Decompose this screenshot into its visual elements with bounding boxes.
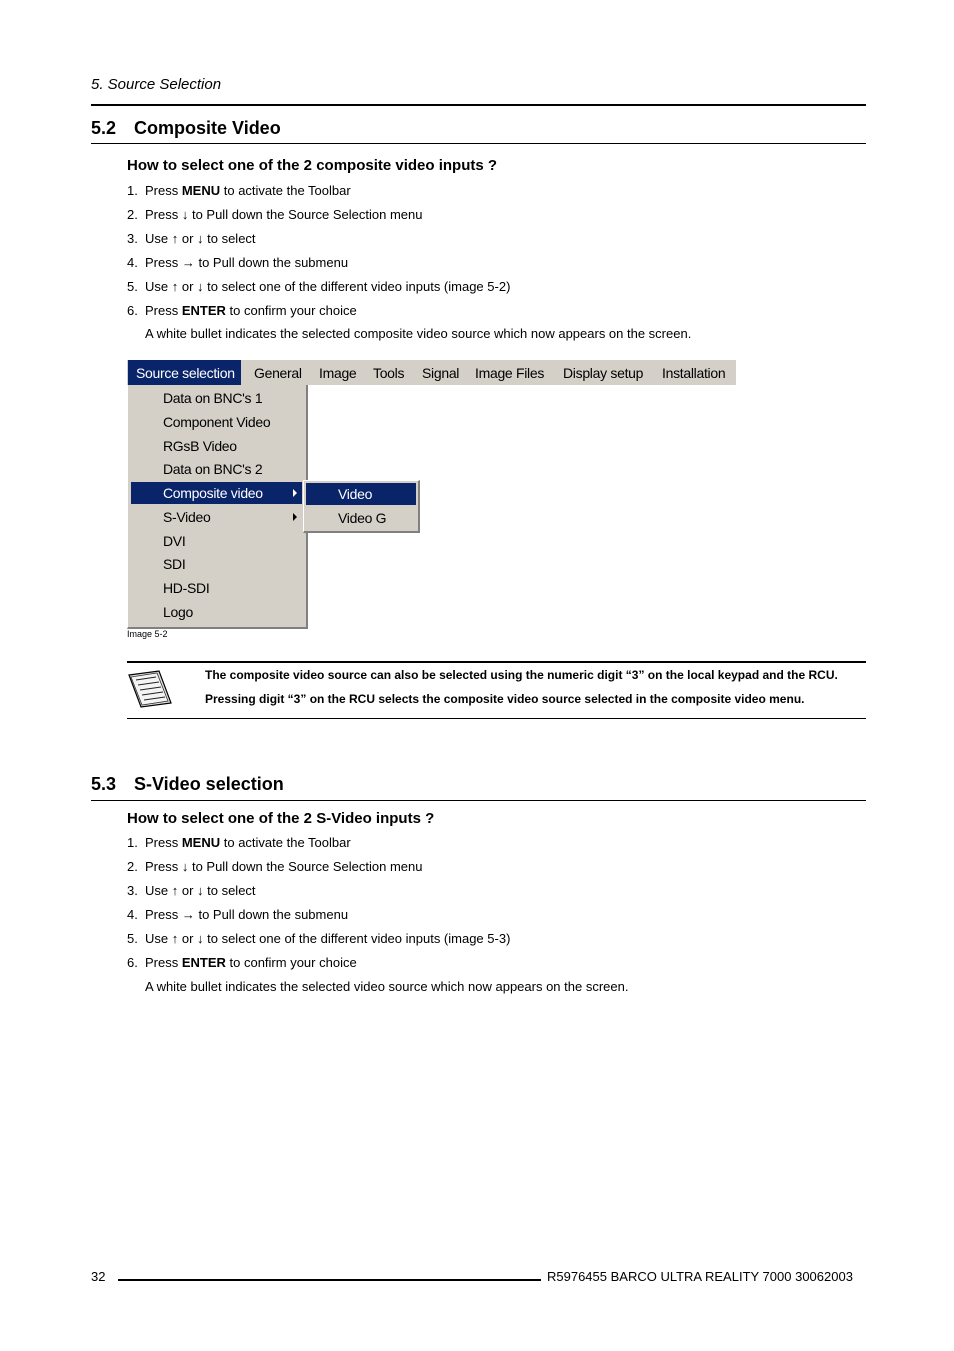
submenu-item-video[interactable]: Video: [306, 483, 416, 505]
section-rule: [91, 143, 866, 144]
menu-source-selection[interactable]: Source selection: [128, 360, 241, 385]
dropdown-item[interactable]: Component Video: [163, 414, 271, 430]
subheading-s-video: How to select one of the 2 S-Video inputs ?: [127, 810, 435, 827]
step-item: 1. Press MENU to activate the Toolbar: [127, 183, 351, 198]
step-item: 2. Press ↓ to Pull down the Source Selection menu: [127, 859, 423, 874]
step-item: 6. Press ENTER to confirm your choice: [127, 303, 357, 318]
note-line-1: The composite video source can also be selected using the numeric digit “3” on the local keypad and the RCU.: [205, 668, 838, 682]
dropdown-item[interactable]: Data on BNC's 1: [163, 390, 263, 406]
section-heading-5-2: [91, 118, 281, 139]
menu-tools[interactable]: Tools: [373, 365, 405, 381]
section-title: S-Video selection: [134, 774, 284, 794]
step-item: 4. Press → to Pull down the submenu: [127, 255, 349, 270]
menu-signal[interactable]: Signal: [422, 365, 460, 381]
menu-bar: [127, 360, 736, 385]
submenu-arrow-icon: [293, 489, 297, 497]
note-top-rule: [127, 661, 866, 663]
step-item: 2. Press ↓ to Pull down the Source Selection menu: [127, 207, 423, 222]
step-item: 4. Press → to Pull down the submenu: [127, 907, 349, 922]
steps-list-s-video: [127, 834, 510, 978]
result-paragraph: A white bullet indicates the selected video source which now appears on the screen.: [145, 979, 629, 994]
step-item: 3. Use ↑ or ↓ to select: [127, 883, 256, 898]
dropdown-item[interactable]: SDI: [163, 556, 186, 572]
footer-rule: [118, 1279, 541, 1281]
step-item: 5. Use ↑ or ↓ to select one of the different video inputs (image 5-3): [127, 931, 511, 946]
section-number: 5.2: [91, 118, 117, 138]
menu-display-setup[interactable]: Display setup: [563, 365, 644, 381]
dropdown-item-composite-video[interactable]: Composite video: [131, 482, 302, 504]
menu-installation[interactable]: Installation: [662, 365, 726, 381]
dropdown-item[interactable]: DVI: [163, 533, 186, 549]
step-item: 3. Use ↑ or ↓ to select: [127, 231, 256, 246]
section-rule: [91, 800, 866, 801]
menu-general[interactable]: General: [254, 365, 302, 381]
result-paragraph: A white bullet indicates the selected composite video source which now appears on the screen.: [145, 326, 692, 341]
menu-image-files[interactable]: Image Files: [475, 365, 545, 381]
step-item: 1. Press MENU to activate the Toolbar: [127, 835, 351, 850]
menu-image[interactable]: Image: [319, 365, 357, 381]
steps-list-composite: [127, 182, 510, 326]
source-dropdown: [127, 385, 308, 629]
section-number: 5.3: [91, 774, 117, 794]
dropdown-item-s-video[interactable]: S-Video: [131, 506, 302, 528]
note-bottom-rule: [127, 718, 866, 719]
dropdown-item[interactable]: Data on BNC's 2: [163, 461, 263, 477]
submenu-item-video-g[interactable]: Video G: [338, 510, 387, 526]
note-line-2: Pressing digit “3” on the RCU selects the composite video source selected in the composite video menu.: [205, 692, 805, 706]
dropdown-item[interactable]: HD-SDI: [163, 580, 210, 596]
note-icon: [127, 669, 173, 709]
composite-submenu: [303, 480, 420, 533]
image-caption: Image 5-2: [127, 629, 168, 639]
section-heading-5-3: [91, 774, 284, 795]
subheading-composite: How to select one of the 2 composite video inputs ?: [127, 157, 498, 174]
dropdown-item[interactable]: Logo: [163, 604, 193, 620]
step-item: 5. Use ↑ or ↓ to select one of the different video inputs (image 5-2): [127, 279, 511, 294]
step-item: 6. Press ENTER to confirm your choice: [127, 955, 357, 970]
page-number: 32: [91, 1269, 106, 1284]
running-head: 5. Source Selection: [91, 76, 222, 93]
section-title: Composite Video: [134, 118, 281, 138]
header-rule: [91, 104, 866, 106]
footer-reference: R5976455 BARCO ULTRA REALITY 7000 30062003: [547, 1269, 853, 1284]
submenu-arrow-icon: [293, 513, 297, 521]
dropdown-item[interactable]: RGsB Video: [163, 438, 237, 454]
